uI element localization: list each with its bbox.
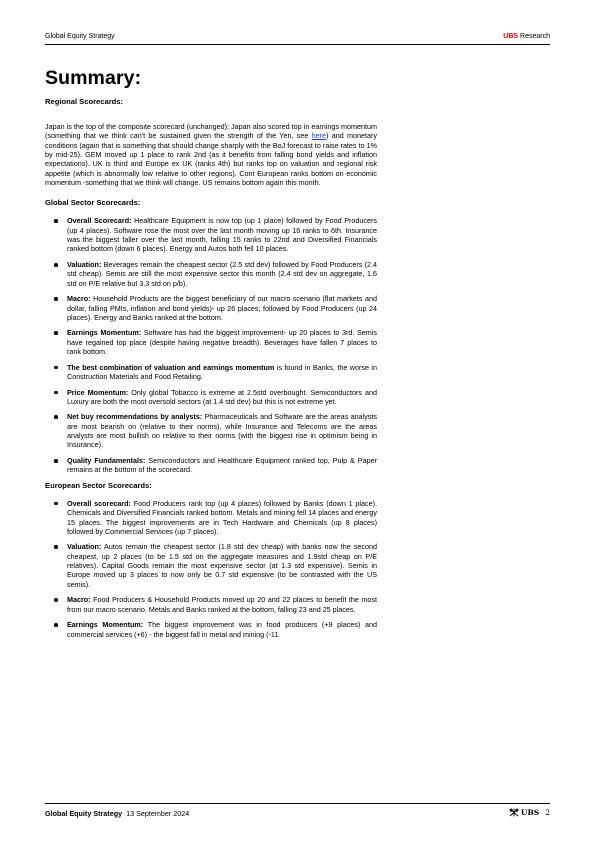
list-item	[45, 595, 377, 614]
item-label: The best combination of valuation and earnings momentum	[67, 362, 275, 372]
footer-info	[45, 809, 189, 818]
european-sector-heading: European Sector Scorecards:	[45, 480, 152, 490]
european-sector-list	[45, 499, 377, 639]
ubs-logo	[509, 808, 539, 817]
item-text: Household Products are the biggest beneficiary of our macro scenario (flat markets and dollar, falling PMIs, inflation and bond yields)- up 26 places; followed by Food Producers (up 24 places). Energy and Banks ranked at the bottom.	[67, 294, 377, 322]
item-label: Macro:	[67, 294, 91, 304]
item-label: Net buy recommendations by analysts:	[67, 412, 203, 422]
bullet-icon	[54, 459, 58, 463]
list-item	[45, 294, 377, 322]
header-brand	[503, 33, 550, 40]
regional-paragraph	[45, 122, 377, 187]
item-text: Only global Tobacco is extreme at 2.5std overbought. Semiconductors and Luxury are both the most oversold sectors (at 1.4 std dev) but this is not extreme yet.	[67, 387, 377, 406]
here-link[interactable]: here	[311, 131, 327, 141]
bullet-icon	[54, 391, 58, 395]
item-text: Software has had the biggest improvement- up 20 places to 3rd. Semis have regained top place (despite having negative breadth). Beverages have fallen 7 places to rank bottom.	[67, 328, 377, 357]
ubs-logo-text: UBS	[520, 808, 540, 817]
list-item	[45, 412, 377, 449]
item-label: Overall Scorecard:	[67, 216, 132, 226]
header-brand-ubs: UBS	[503, 33, 519, 40]
item-text: Autos remain the cheapest sector (1.8 std dev cheap) with banks now the second cheapest, up 2 places (to be 1.5 std on the aggregate measures and 1.9std cheap on P/E relatives). Capital Goods remain the most expensive sector (at 1.3 std expensive). Semis in Europe moved up 3 places to now only be 0.7 std expensive (to be contrasted with the US semis).	[67, 542, 377, 589]
item-label: Quality Fundamentals:	[67, 455, 146, 465]
bullet-icon	[54, 415, 58, 419]
regional-heading: Regional Scorecards:	[45, 97, 124, 106]
footer-date: 13 September 2024	[126, 809, 190, 818]
regional-text-2: ) and monetary conditions (again that is something that should change sharply with the BoJ forecast to raise rates to 1% by mid-25). GEM moved up 1 place to rank 2nd (as it benefits from falling bond yields and inflation expectations). UK is third and Europe ex UK (ranks 4th) but ranks top on valuation and regional risk appetite (which is abnormally low relative to other regions). Cont European ranks bottom on economic momentum -something that we think will change. US remains bottom again this month.	[45, 131, 377, 188]
header-brand-research: Research	[520, 33, 550, 40]
item-text: is found in Banks, the worse in Construction Materials and Food Retailing.	[67, 362, 377, 381]
item-text: Semiconductors and Healthcare Equipment ranked top, Pulp & Paper remains at the bottom of the scorecard.	[67, 455, 377, 475]
bullet-icon	[54, 545, 58, 549]
page-footer	[45, 803, 550, 818]
bullet-icon	[54, 623, 58, 627]
page-header	[45, 30, 550, 45]
item-text: Food Producers rank top (up 4 places) followed by Banks (down 1 place). Chemicals and Diversified Financials ranked bottom. Metals and mining fell 14 places and energy 15 places. The biggest improvements are in Tech Hardware and Chemicals (up 8 places) followed by Commercial Services (up 7 places).	[67, 498, 377, 536]
item-text: The biggest improvement was in food producers (+9 places) and commercial services (+6) - the biggest fall in metal and mining (-11	[67, 620, 377, 639]
regional-text-1: Japan is the top of the composite scorecard (unchanged); Japan also scored top in earnings momentum (something that we think can't be sustained given the strength of the Yen, see	[45, 122, 377, 141]
item-label: Earnings Momentum:	[67, 328, 142, 338]
list-item	[45, 456, 377, 475]
global-sector-heading: Global Sector Scorecards:	[45, 198, 141, 208]
list-item	[45, 363, 377, 382]
list-item	[45, 260, 377, 288]
item-label: Earnings Momentum:	[67, 620, 144, 630]
footer-right	[509, 808, 550, 817]
list-item	[45, 216, 377, 253]
bullet-icon	[54, 219, 58, 223]
ubs-keys-icon	[509, 808, 519, 817]
item-text: Pharmaceuticals and Software are the areas analysts are most bearish on (relative to their norms), while Insurance and Telecoms are the areas analysts are most bullish on relative to their norms (with the biggest rise in optimism being in Insurance).	[67, 412, 377, 450]
list-item	[45, 542, 377, 589]
list-item	[45, 388, 377, 407]
item-label: Valuation:	[67, 259, 102, 269]
header-report-name: Global Equity Strategy	[45, 33, 115, 40]
item-text: Food Producers & Household Products moved up 20 and 22 places to benefit the most from our macro scenario. Metals and Banks ranked at the bottom, falling 23 and 25 places.	[67, 595, 377, 614]
global-sector-list	[45, 216, 377, 474]
item-label: Overall scorecard:	[67, 498, 131, 508]
bullet-icon	[54, 502, 58, 506]
footer-title: Global Equity Strategy	[45, 809, 123, 818]
page-title: Summary:	[45, 67, 142, 89]
item-text: Beverages remain the cheapest sector (2.5 std dev) followed by Food Producers (2.4 std cheap). Semis are still the most expensive sector this month (2.4 std dev on aggregate, 1.6 std on P/E relative but 3.3 std on p/b).	[67, 259, 377, 288]
page-number: 2	[545, 808, 550, 817]
bullet-icon	[54, 366, 58, 370]
bullet-icon	[54, 331, 58, 335]
bullet-icon	[54, 263, 58, 267]
item-label: Price Momentum:	[67, 387, 129, 397]
item-text: Healthcare Equipment is now top (up 1 place) followed by Food Producers (up 4 places). Software rose the most over the last month moving up 16 ranks to 6th. Insurance was the biggest faller over the last month, falling 15 ranks to 22nd and Diversified Financials ranked bottom (down 6 places). Energy and Autos both fell 10 places.	[67, 216, 377, 254]
bullet-icon	[54, 297, 58, 301]
bullet-icon	[54, 598, 58, 602]
item-label: Macro:	[67, 595, 91, 605]
list-item	[45, 499, 377, 536]
list-item	[45, 620, 377, 639]
list-item	[45, 328, 377, 356]
item-label: Valuation:	[67, 542, 102, 552]
main-content	[45, 66, 377, 645]
